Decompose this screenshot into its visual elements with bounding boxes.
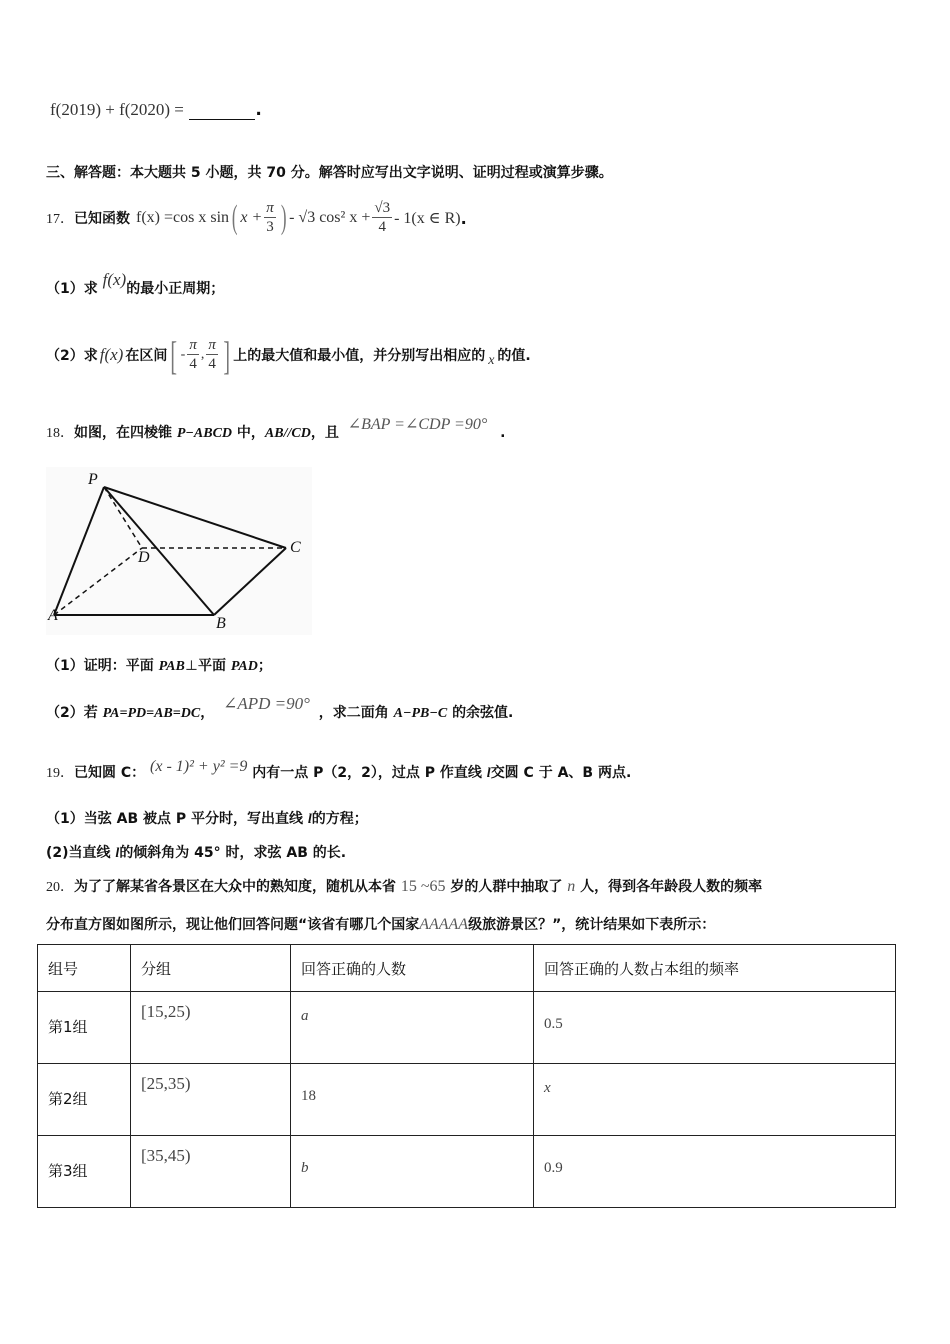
q17-part1: （1）求 f(x)的最小正周期；: [46, 270, 225, 297]
freq-cell: 0.5: [544, 1016, 563, 1032]
pyramid-figure: [46, 467, 312, 635]
vertex-label-b: B: [216, 615, 226, 632]
answer-blank[interactable]: [189, 105, 255, 120]
table-row: [38, 1136, 896, 1208]
q19-part1: （1）当弦 AB 被点 P 平分时，写出直线 l的方程；: [46, 811, 368, 827]
q19-part2: (2)当直线 l的倾斜角为 45° 时，求弦 AB 的长.: [46, 845, 347, 861]
freq-cell: 0.9: [544, 1160, 563, 1176]
vertex-label-c: C: [290, 539, 301, 556]
group-cell: 第1组: [48, 1018, 88, 1036]
table-row: [38, 1064, 896, 1136]
q16-expression: f(2019) + f(2020) =: [50, 100, 184, 119]
header-cell: 分组: [131, 945, 291, 992]
q19-stem: 19．已知圆 C： (x - 1)² + y² =9 内有一点 P（2，2），过点 P 作直线 l交圆 C 于 A、B 两点.: [46, 758, 632, 781]
group-cell: 第3组: [48, 1162, 88, 1180]
vertex-label-p: P: [88, 471, 98, 488]
vertex-label-a: A: [48, 607, 58, 624]
q17-stem: 17． 已知函数 f(x) =cos x sin ( x + $\frac{\pi}{3}$ ) - √3 cos² x + $\frac{√3}{4}$ - 1(x ∈ R) .: [46, 199, 467, 236]
pyramid-diagram: [46, 467, 312, 635]
q20-stem-line2: 分布直方图如图所示，现让他们回答问题“该省有哪几个国家AAAAA级旅游景区？”，统计结果如下表所示：: [46, 916, 716, 933]
range-cell: [25,35): [141, 1074, 191, 1093]
q18-part1: （1）证明：平面 PAB⊥平面 PAD；: [46, 658, 272, 674]
q18-stem: 18．如图，在四棱锥 P−ABCD 中，AB//CD，且 ∠BAP =∠CDP =90° .: [46, 416, 506, 441]
table-header-row: [38, 945, 896, 992]
q17-formula: f(x) =cos x sin ( x + $\frac{\pi}{3}$ ) - √3 cos² x + $\frac{√3}{4}$ - 1(x ∈ R) .: [136, 199, 467, 236]
header-cell: 回答正确的人数占本组的频率: [534, 945, 896, 992]
vertex-label-d: D: [138, 549, 150, 566]
header-cell: 组号: [38, 945, 131, 992]
correct-cell: a: [301, 1008, 309, 1024]
correct-cell: 18: [301, 1088, 316, 1104]
correct-cell: b: [301, 1160, 309, 1176]
header-cell: 回答正确的人数: [291, 945, 534, 992]
range-cell: [35,45): [141, 1146, 191, 1165]
freq-cell: x: [544, 1080, 551, 1096]
q18-part2: （2）若 PA=PD=AB=DC， ∠APD =90° ，求二面角 A−PB−C 的余弦值.: [46, 694, 514, 721]
range-cell: [15,25): [141, 1002, 191, 1021]
table-row: [38, 992, 896, 1064]
section-heading: 三、解答题：本大题共 5 小题，共 70 分。解答时应写出文字说明、证明过程或演算步骤。: [46, 165, 613, 181]
q16-answer-line: f(2019) + f(2020) = .: [50, 100, 262, 120]
results-table: [37, 944, 896, 1208]
q20-stem-line1: 20．为了了解某省各景区在大众中的熟知度，随机从本省 15 ~65 岁的人群中抽取了 n 人，得到各年龄段人数的频率: [46, 878, 763, 895]
q17-part2: （2）求 f(x) 在区间 [ - $\frac{\pi}{4}$ , $\frac{\pi}{4}$ ] 上的最大值和最小值，并分别写出相应的 x 的值.: [46, 332, 531, 378]
group-cell: 第2组: [48, 1090, 88, 1108]
